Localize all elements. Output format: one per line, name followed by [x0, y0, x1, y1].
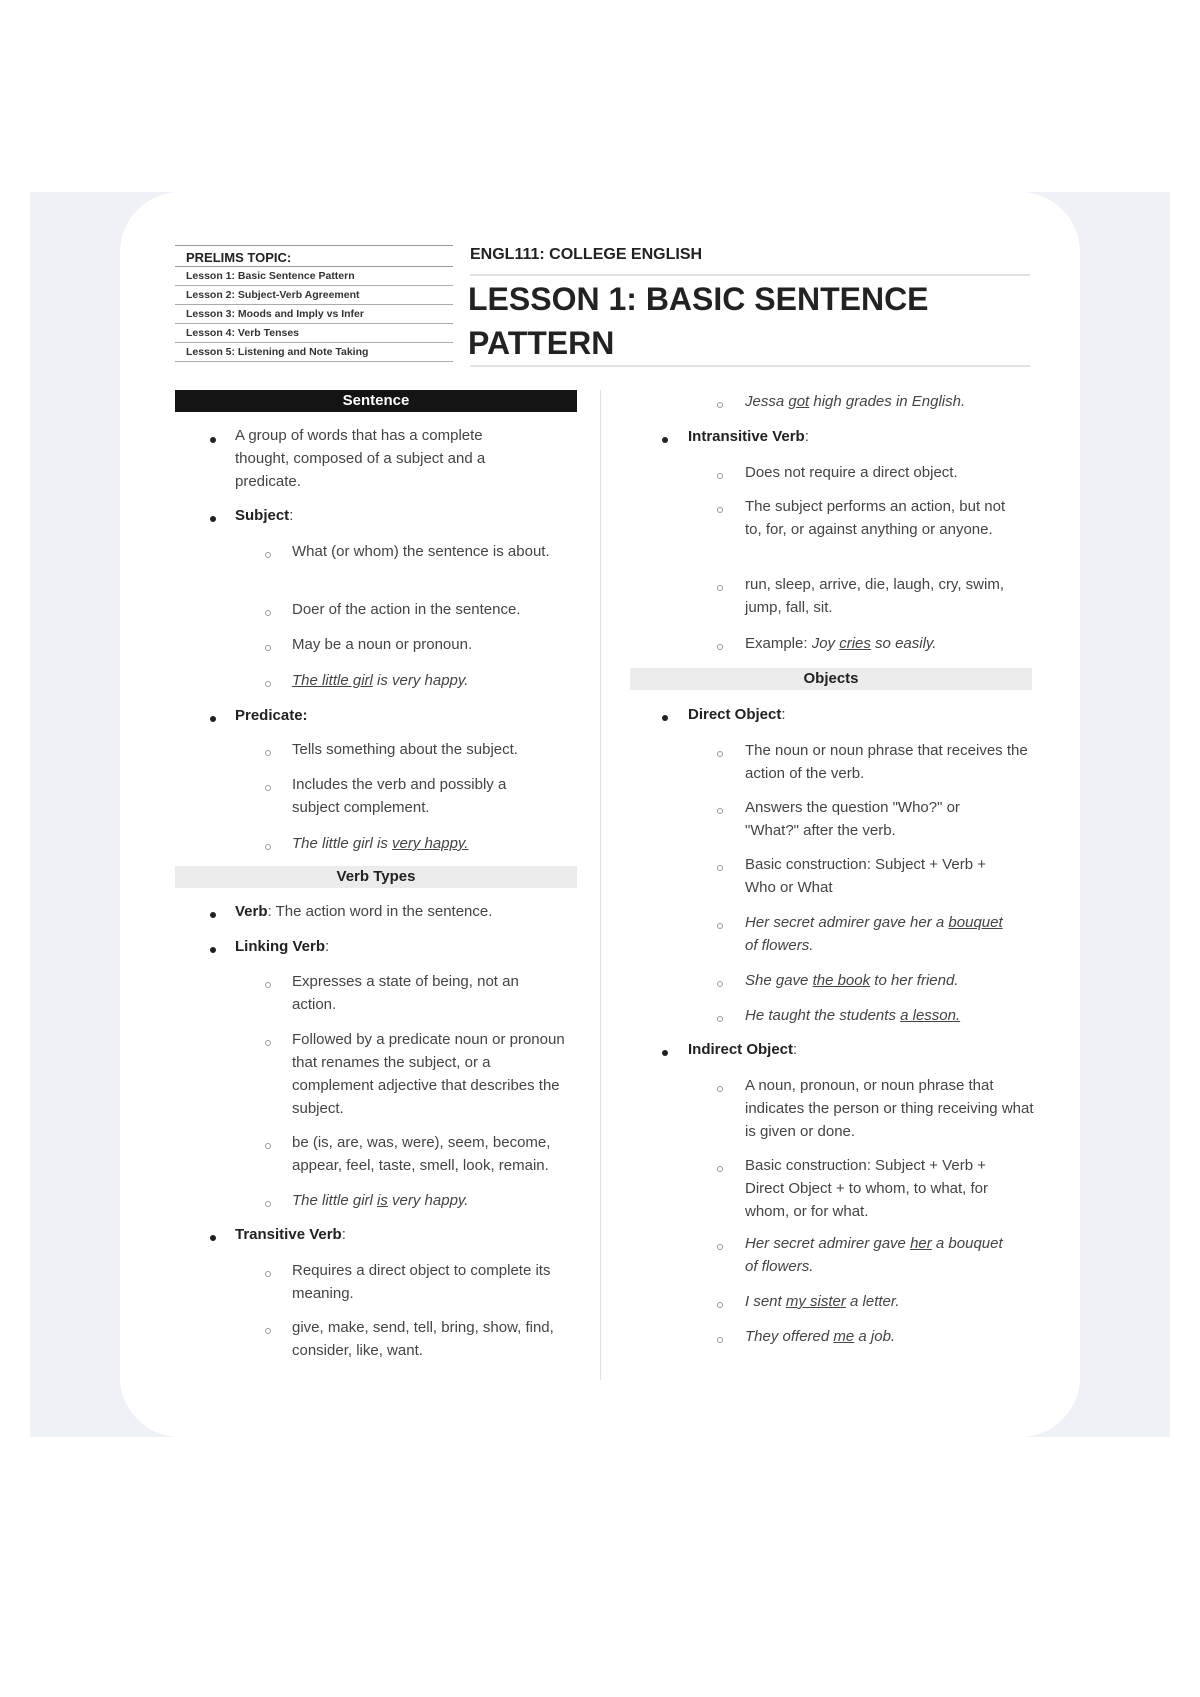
transitive-verb-label: Transitive Verb	[235, 1226, 342, 1243]
list-item: May be a noun or pronoun.	[292, 636, 473, 653]
sub-bullet	[717, 1337, 723, 1343]
sub-bullet	[717, 1016, 723, 1022]
example-text: very happy.	[387, 1192, 469, 1209]
verb-text: : The action word in the sentence.	[267, 903, 493, 920]
example-sentence	[745, 911, 1040, 957]
example-sentence	[745, 1232, 1040, 1278]
example-prefix: Example:	[745, 635, 812, 652]
sub-bullet	[265, 785, 271, 791]
sub-bullet	[717, 981, 723, 987]
sub-bullet	[717, 865, 723, 871]
title-line: LESSON 1: BASIC SENTENCE	[468, 281, 929, 317]
sub-bullet	[265, 1271, 271, 1277]
direct-object-label: Direct Object	[688, 706, 782, 723]
example-text: She gave	[745, 972, 813, 989]
toc-item: Lesson 1: Basic Sentence Pattern	[175, 267, 453, 286]
list-item: Answers the question "Who?" or "What?" after the verb.	[745, 799, 960, 839]
section-heading-objects: Objects	[630, 668, 1032, 690]
label-suffix: :	[341, 1226, 346, 1243]
sentence-definition: A group of words that has a complete thought, composed of a subject and a predicate.	[235, 427, 486, 490]
subject-heading	[235, 504, 293, 527]
sub-bullet	[717, 473, 723, 479]
list-item: A noun, pronoun, or noun phrase that indicates the person or thing receiving what is given or done.	[745, 1077, 1034, 1140]
column-divider	[600, 390, 601, 1380]
page-title	[468, 277, 1028, 365]
toc-item: Lesson 5: Listening and Note Taking	[175, 343, 453, 362]
section-heading-verb-types: Verb Types	[175, 866, 577, 888]
title-line: PATTERN	[468, 325, 615, 361]
subject-label: Subject	[235, 507, 290, 524]
list-item: Requires a direct object to complete its meaning.	[292, 1262, 551, 1302]
example-text: high grades in English.	[809, 393, 966, 410]
example-sentence	[745, 1004, 960, 1027]
label-suffix: :	[289, 507, 294, 524]
example-text: of flowers.	[745, 1258, 814, 1275]
sub-bullet	[717, 402, 723, 408]
example-underline: my sister	[785, 1293, 846, 1310]
sub-bullet	[265, 1143, 271, 1149]
bullet	[210, 516, 216, 522]
label-suffix: :	[804, 428, 809, 445]
sub-bullet	[717, 1086, 723, 1092]
example-underline: very happy.	[392, 835, 469, 852]
sub-bullet	[717, 1166, 723, 1172]
sub-bullet	[265, 681, 271, 687]
course-name: ENGL111: COLLEGE ENGLISH	[470, 246, 703, 263]
list-item: Basic construction: Subject + Verb + Direct Object + to whom, to what, for whom, or for what.	[745, 1157, 989, 1220]
list-item: Tells something about the subject.	[292, 741, 518, 758]
example-underline: is	[377, 1192, 388, 1209]
prelims-topic-table	[175, 245, 453, 362]
list-item: run, sleep, arrive, die, laugh, cry, swim, jump, fall, sit.	[745, 576, 1004, 616]
toc-item: Lesson 4: Verb Tenses	[175, 324, 453, 343]
sub-bullet	[265, 645, 271, 651]
bullet	[662, 715, 668, 721]
example-sentence	[292, 669, 468, 692]
label-suffix: :	[781, 706, 786, 723]
indirect-object-label: Indirect Object	[688, 1041, 794, 1058]
sub-bullet	[265, 552, 271, 558]
example-text: of flowers.	[745, 937, 814, 954]
predicate-label: Predicate:	[235, 707, 308, 724]
example-text: a letter.	[845, 1293, 900, 1310]
example-sentence	[292, 1189, 468, 1212]
list-item: Basic construction: Subject + Verb + Who or What	[745, 856, 986, 896]
label-suffix: :	[325, 938, 330, 955]
example-underline: bouquet	[948, 914, 1003, 931]
list-item: The subject performs an action, but not to, for, or against anything or anyone.	[745, 498, 1006, 538]
verb-definition	[235, 900, 492, 923]
section-heading-sentence: Sentence	[175, 390, 577, 412]
example-text: He taught the students	[745, 1007, 901, 1024]
toc-item: Lesson 3: Moods and Imply vs Infer	[175, 305, 453, 324]
list-item: Does not require a direct object.	[745, 464, 958, 481]
sub-bullet	[717, 751, 723, 757]
toc-item: Lesson 2: Subject-Verb Agreement	[175, 286, 453, 305]
example-underline: her	[910, 1235, 932, 1252]
indirect-object-heading	[688, 1038, 797, 1061]
example-text: Her secret admirer gave her a	[745, 914, 949, 931]
divider	[470, 365, 1030, 367]
sub-bullet	[717, 923, 723, 929]
bullet	[210, 912, 216, 918]
example-sentence	[745, 632, 936, 655]
intransitive-verb-label: Intransitive Verb	[688, 428, 805, 445]
example-text: Joy	[811, 635, 840, 652]
example-text: They offered	[745, 1328, 834, 1345]
transitive-verb-heading	[235, 1223, 346, 1246]
example-text: a bouquet	[931, 1235, 1003, 1252]
example-text: a job.	[854, 1328, 896, 1345]
sub-bullet	[717, 507, 723, 513]
example-text: The little girl	[292, 1192, 378, 1209]
bullet	[210, 716, 216, 722]
list-item: The noun or noun phrase that receives the action of the verb.	[745, 742, 1028, 782]
sub-bullet	[265, 750, 271, 756]
sub-bullet	[265, 1328, 271, 1334]
direct-object-heading	[688, 703, 786, 726]
example-text: is very happy.	[372, 672, 469, 689]
example-text: The little girl is	[292, 835, 393, 852]
example-underline: the book	[812, 972, 871, 989]
list-item: What (or whom) the sentence is about.	[292, 543, 550, 560]
list-item: Followed by a predicate noun or pronoun that renames the subject, or a complement adjective that describes the subject.	[292, 1031, 565, 1117]
example-text: to her friend.	[870, 972, 959, 989]
sub-bullet	[717, 644, 723, 650]
example-underline: cries	[839, 635, 871, 652]
bullet	[210, 947, 216, 953]
example-text: Jessa	[745, 393, 789, 410]
linking-verb-heading	[235, 935, 329, 958]
bullet	[662, 437, 668, 443]
sub-bullet	[717, 808, 723, 814]
bullet	[662, 1050, 668, 1056]
example-sentence	[745, 969, 959, 992]
label-suffix: :	[793, 1041, 798, 1058]
example-sentence	[745, 1325, 895, 1348]
list-item: Includes the verb and possibly a subject complement.	[292, 776, 507, 816]
example-sentence	[292, 832, 468, 855]
sub-bullet	[717, 1244, 723, 1250]
intransitive-verb-heading	[688, 425, 809, 448]
list-item: Doer of the action in the sentence.	[292, 601, 521, 618]
bullet	[210, 1235, 216, 1241]
list-item: Expresses a state of being, not an action.	[292, 973, 519, 1013]
verb-label: Verb	[235, 903, 268, 920]
toc-heading: PRELIMS TOPIC:	[175, 245, 453, 267]
example-text: I sent	[745, 1293, 786, 1310]
list-item: be (is, are, was, were), seem, become, appear, feel, taste, smell, look, remain.	[292, 1134, 551, 1174]
linking-verb-label: Linking Verb	[235, 938, 326, 955]
list-item: give, make, send, tell, bring, show, find, consider, like, want.	[292, 1319, 554, 1359]
sub-bullet	[265, 982, 271, 988]
example-underline: me	[833, 1328, 855, 1345]
divider	[470, 274, 1030, 276]
bullet	[210, 437, 216, 443]
example-text: so easily.	[870, 635, 937, 652]
sub-bullet	[265, 1040, 271, 1046]
example-sentence	[745, 390, 965, 413]
sub-bullet	[717, 585, 723, 591]
sub-bullet	[265, 610, 271, 616]
sub-bullet	[717, 1302, 723, 1308]
example-sentence	[745, 1290, 900, 1313]
sub-bullet	[265, 844, 271, 850]
example-text: Her secret admirer gave	[745, 1235, 911, 1252]
example-underline: The little girl	[292, 672, 373, 689]
sub-bullet	[265, 1201, 271, 1207]
example-underline: a lesson.	[900, 1007, 961, 1024]
example-underline: got	[788, 393, 810, 410]
